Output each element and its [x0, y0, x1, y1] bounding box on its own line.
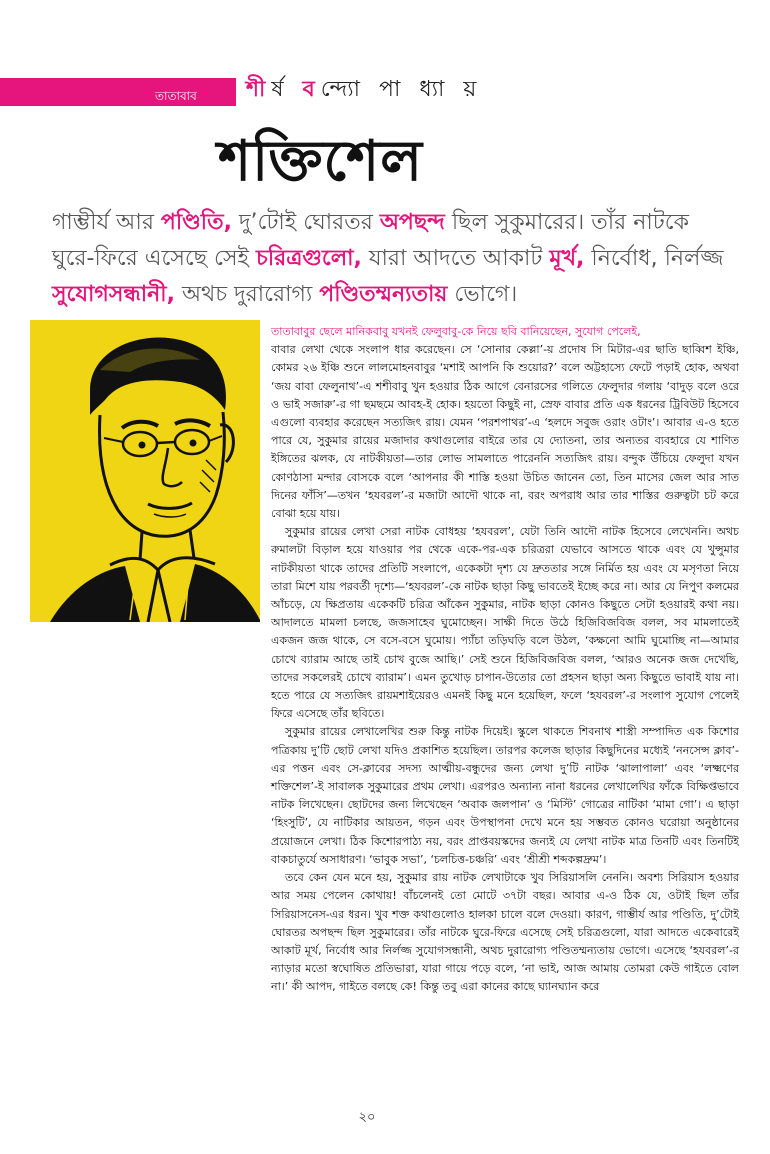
body-paragraph: সুকুমার রায়ের লেখা সেরা নাটক বোধহয় ‘হযবরল’, যেটা তিনি আদৌ নাটক হিসেবে লেখেননি। অথচ রুমালটা বিড়াল হয়ে যাওয়ার পর থেকে একে-পর-এক চরিত্ররা যেভাবে আসতে থাকে এবং যে খুন্সুমার নাটকীয়তা থাকে তাদের প্রতিটি সংলাপে, একেকটা দৃশ্য যে দ্রুততার সঙ্গে নির্মিত হয় এবং যে মসৃণতা নিয়ে তারা মিশে যায় পরবর্তী দৃশ্যে—‘হযবরল’-কে নাটক ছাড়া কিছু ভাবতেই ইচ্ছে করে না। আর যে নিপুণ কলমের আঁচড়ে, যে ক্ষিপ্রতায় একেকটি চরিত্র আঁকেন সুকুমার, নাটক ছাড়া কোনও কিছুতে সেটা হওয়ারই কথা নয়। আদালতে মামলা চলছে, জজসাহেব ঘুমোচ্ছেন। সাক্ষী দিতে উঠে হিজিবিজবিজ বলল, সব মামলাতেই একজন জজ থাকে, সে বসে-বসে ঘুমোয়। প্যাঁচা তড়িঘড়ি বলে উঠল, ‘কক্ষনো আমি ঘুমোচ্ছি না—আমার চোখে ব্যারাম আছে তাই চোখ বুজে আছি।’ সেই শুনে হিজিবিজবিজ বলল, ‘আরও অনেক জজ দেখেছি, তাদের সকলেরই চোখে ব্যারাম’। এমন তুখোড় চাপান-উতোর তো প্রহসন ছাড়া অন্য কিছুতে ভাবাই যায় না। হতে পারে যে সত্যজিৎ রায়মশাইয়েরও এমনই কিছু মনে হয়েছিল, ফলে ‘হযবরল’-র সংলাপ সুযোগ পেলেই ফিরে এসেছে তাঁর ছবিতে। — [271, 525, 739, 721]
page-number: ২০ — [358, 1110, 376, 1125]
lead-text: নির্বোধ, নির্লজ্জ — [584, 246, 724, 271]
lead-highlight-word: পণ্ডিতি, — [160, 210, 232, 235]
lead-text: ছিল সুকুমারের। তাঁর নাটকে ঘুরে-ফিরে এসেছে সেই — [52, 210, 689, 271]
body-paragraph: তবে কেন যেন মনে হয়, সুকুমার রায় নাটক লেখাটাকে খুব সিরিয়াসলি নেননি। অবশ্য সিরিয়াস হওয়ার আর সময় পেলেন কোথায়! বাঁচলেনই তো মোটে ৩৭টা বছর। আবার এ-ও ঠিক যে, ওটাই ছিল তাঁর সিরিয়াসনেস-এর ধরন। খুব শক্ত কথাগুলোও হালকা চালে বলে দেওয়া। কারণ, গাম্ভীর্য আর পণ্ডিতি, দু’টোই ঘোরতর অপছন্দ ছিল সুকুমারের। তাঁর নাটকে ঘুরে-ফিরে এসেছে সেই চরিত্রগুলো, যারা আদতে একেবারেই আকাট মূর্খ, নির্বোধ আর নির্লজ্জ সুযোগসন্ধানী, অথচ দুরারোগ্য পণ্ডিতম্মন্যতায় ভোগে। এসেছে ‘হযবরল’-র ন্যাড়ার মতো স্বঘোষিত প্রতিভারা, যারা গায়ে পড়ে বলে, ‘না ভাই, আজ আমায় তোমরা কেউ গাইতে বোল না।’ কী আপদ, গাইতে বলছে কে! কিন্তু তবু এরা কানের কাছে ঘ্যানঘ্যান করে — [271, 871, 739, 994]
lead-highlight-word: অপছন্দ — [379, 210, 445, 235]
author-part: র্ষ — [271, 77, 303, 102]
lead-highlight-word: মূর্খ, — [549, 246, 585, 271]
lead-highlight-word: চরিত্রগুলো, — [255, 246, 362, 271]
author-part: ন্দ্যো পা ধ্যা য় — [320, 77, 483, 102]
author-byline — [246, 72, 482, 109]
lead-text: যারা আদতে আকাট — [361, 246, 550, 271]
body-paragraph: বাবার লেখা থেকে সংলাপ ধার করেছেন। সে ‘সোনার কেল্লা’-য় প্রদোষ সি মিটার-এর ছাতি ছাব্বিশ ইঞ্চি, কোমর ২৬ ইঞ্চি শুনে লালমোহনবাবুর ‘মশাই আপনি কি শুয়োর?’ বলে অট্টহাস্যে ফেটে পড়াই হোক, অথবা ‘জয় বাবা ফেলুনাথ’-এ শশীবাবু খুন হওয়ার ঠিক আগে বেনারসের গলিতে ফেলুদার গলায় ‘বাদুড় বলে ওরে ও ভাই সজারু’-র গা ছমছমে আবহ-ই হোক। হয়তো কিছুই না, স্রেফ বাবার প্রতি এক ধরনের ট্রিবিউট হিসেবে এগুলো ব্যবহার করেছেন সত্যজিৎ রায়। যেমন ‘পরশপাথর’-এ ‘হলদে সবুজ ওরাং ওটাং’। আবার এ-ও হতে পারে যে, সুকুমার রায়ের মজাদার কথাগুলোর বাইরে তার যে দ্যোতনা, তার অন্যতর ব্যবহারে যে শাণিত ইঙ্গিতের ঝলক, যে নাটকীয়তা—তার লোভ সামলাতে পারেননি সত্যজিৎ রায়। বন্দুক উঁচিয়ে ফেলুদা যখন কোণঠাসা মন্দার বোসকে বলে ‘আপনার কী শাস্তি হওয়া উচিত জানেন তো, তিন মাসের জেল আর সাত দিনের ফাঁসি’—তখন ‘হযবরল’-র মজাটা আদৌ থাকে না, বরং অপরাধ আর তার শাস্তির গুরুত্বটা চট করে বোঝা হয়ে যায়। — [271, 343, 739, 521]
lead-paragraph — [52, 205, 738, 313]
header-color-bar — [0, 78, 236, 106]
article-body — [271, 323, 739, 997]
portrait-illustration — [30, 320, 260, 622]
lead-highlight-word: পণ্ডিতম্মন্যতায় — [319, 282, 448, 307]
lead-text: ভোগে। — [447, 282, 518, 307]
article-title: শক্তিশেল — [218, 129, 423, 194]
lead-highlight-word: সুযোগসন্ধানী, — [52, 282, 175, 307]
body-paragraph: সুকুমার রায়ের লেখালেখির শুরু কিন্তু নাটক দিয়েই। স্কুলে থাকতে শিবনাথ শাস্ত্রী সম্পাদিত এক কিশোর পত্রিকায় দু’টি ছোট লেখা যদিও প্রকাশিত হয়েছিল। তারপর কলেজ ছাড়ার কিছুদিনের মধ্যেই ‘ননসেন্স ক্লাব’-এর পত্তন এবং সে-ক্লাবের সদস্য আত্মীয়-বন্ধুদের জন্য লেখা দু’টি নাটক ‘ঝালাপালা’ এবং ‘লক্ষ্মণের শক্তিশেল’-ই সাবালক সুকুমারের প্রথম লেখা। এরপরও অন্যান্য নানা ধরনের লেখালেখির ফাঁকে বিক্ষিপ্তভাবে নাটক লিখেছেন। ছোটদের জন্য লিখেছেন ‘অবাক জলপান’ ও ‘মিস্টি’ গোত্রের নাটিকা ‘মামা গো’। এ ছাড়া ‘হিংসুটি’, যে নাটিকার আয়তন, গড়ন এবং উপস্থাপনা দেখে মনে হয় সম্ভবত কোনও ঘরোয়া অনুষ্ঠানের প্রয়োজনে লেখা। ঠিক কিশোরপাঠ্য নয়, বরং প্রাপ্তবয়স্কদের জন্যই যে লেখা নাটক মাত্র তিনটি এবং তিনটিই বাকচাতুর্যে অসাধারণ। ‘ভাবুক সভা’, ‘চলচিত্ত-চঞ্চরি’ এবং ‘শ্রীশ্রী শব্দকল্পদ্রুম’। — [271, 725, 739, 866]
lead-text: অথচ দুরারোগ্য — [174, 282, 320, 307]
lead-text: দু’টোই ঘোরতর — [231, 210, 380, 235]
author-part: শী — [246, 77, 272, 102]
lead-text: গাম্ভীর্য আর — [52, 210, 161, 235]
author-part: ব — [302, 77, 321, 102]
body-intro-highlight: তাতাবাবুর ছেলে মানিকবাবু যখনই ফেলুবাবু-কে নিয়ে ছবি বানিয়েছেন, সুযোগ পেলেই, — [271, 325, 641, 338]
column-tag: তাতাবাব — [155, 89, 197, 103]
